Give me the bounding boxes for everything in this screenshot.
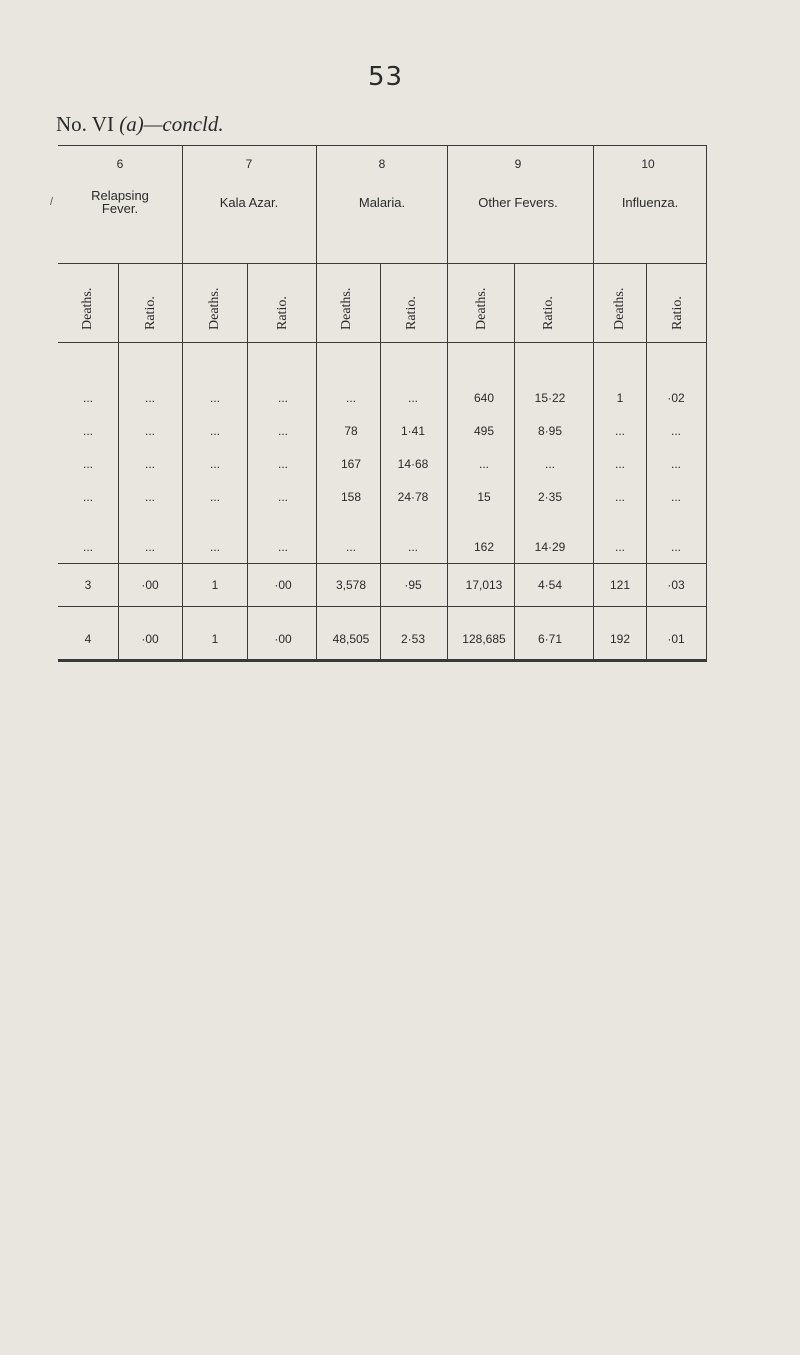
- table-cell: ...: [614, 540, 626, 554]
- table-cell: 158: [340, 490, 362, 504]
- total-cell: ·00: [141, 578, 159, 592]
- table-cell: 162: [473, 540, 495, 554]
- table-cell: ...: [614, 424, 626, 438]
- stray-mark: /: [50, 196, 54, 208]
- group-title: Influenza.: [621, 195, 679, 210]
- table-cell: 640: [473, 391, 495, 405]
- table-cell: ...: [144, 490, 156, 504]
- heading-part: (a): [119, 112, 144, 136]
- table-cell: ...: [614, 457, 626, 471]
- subheader-ratio: Ratio.: [670, 296, 685, 330]
- group-number: 6: [116, 157, 124, 171]
- table-cell: ...: [670, 540, 682, 554]
- table-cell: ...: [345, 391, 357, 405]
- total-cell: ·00: [274, 578, 292, 592]
- total-cell: 1: [211, 578, 219, 592]
- sub-divider: [380, 263, 381, 659]
- table-cell: 8·95: [537, 424, 563, 438]
- group-title: [91, 189, 149, 215]
- group-title-line: Fever.: [101, 201, 139, 216]
- group-title: Kala Azar.: [219, 195, 279, 210]
- group-number: 8: [378, 157, 386, 171]
- table-cell: ...: [144, 457, 156, 471]
- sub-divider: [514, 263, 515, 659]
- table-cell: ...: [670, 457, 682, 471]
- total-cell: ·01: [667, 632, 685, 646]
- total-cell: 3,578: [335, 578, 367, 592]
- page-number: 53: [368, 62, 404, 92]
- heading-prefix: No. VI: [56, 112, 120, 136]
- sub-divider: [646, 263, 647, 659]
- total-cell: 128,685: [462, 632, 506, 646]
- table-cell: ...: [277, 457, 289, 471]
- table-cell: ...: [277, 424, 289, 438]
- total-cell: 192: [609, 632, 631, 646]
- table-cell: 15·22: [534, 391, 566, 405]
- table-cell: ...: [82, 490, 94, 504]
- table-cell: 1·41: [400, 424, 426, 438]
- group-number: 7: [245, 157, 253, 171]
- table-cell: ...: [82, 457, 94, 471]
- group-title: Other Fevers.: [478, 195, 558, 210]
- table-cell: ...: [277, 490, 289, 504]
- total-cell: 3: [84, 578, 92, 592]
- table-cell: 167: [340, 457, 362, 471]
- total-cell: 17,013: [465, 578, 503, 592]
- sub-divider: [247, 263, 248, 659]
- subheader-deaths: Deaths.: [207, 287, 222, 330]
- table-cell: 14·68: [397, 457, 429, 471]
- table-cell: ...: [144, 540, 156, 554]
- subheader-deaths: Deaths.: [339, 287, 354, 330]
- total-cell: 4·54: [537, 578, 563, 592]
- group-divider: [316, 145, 317, 660]
- table-cell: 24·78: [397, 490, 429, 504]
- table-cell: 495: [473, 424, 495, 438]
- total-cell: ·00: [274, 632, 292, 646]
- subheader-ratio: Ratio.: [404, 296, 419, 330]
- table-cell: ...: [209, 490, 221, 504]
- subheader-ratio: Ratio.: [143, 296, 158, 330]
- table-bottom-rule: [58, 659, 706, 662]
- total-cell: ·03: [667, 578, 685, 592]
- sub-divider: [118, 263, 119, 659]
- table-cell: ...: [82, 540, 94, 554]
- group-divider: [182, 145, 183, 660]
- group-title-line: Relapsing: [91, 188, 149, 203]
- table-cell: 1: [616, 391, 624, 405]
- table-cell: ...: [614, 490, 626, 504]
- subheader-deaths: Deaths.: [612, 287, 627, 330]
- total-cell: ·95: [404, 578, 422, 592]
- total-cell: 4: [84, 632, 92, 646]
- table-cell: 78: [344, 424, 358, 438]
- group-number: 9: [514, 157, 522, 171]
- table-top-rule: [58, 145, 706, 146]
- subheader-ratio: Ratio.: [541, 296, 556, 330]
- table-cell: ...: [209, 457, 221, 471]
- total-cell: 121: [609, 578, 631, 592]
- body-bottom-rule: [58, 563, 706, 564]
- group-title: Malaria.: [358, 195, 406, 210]
- table-cell: ...: [277, 540, 289, 554]
- table-cell: ...: [478, 457, 490, 471]
- heading-suffix: —concld.: [143, 112, 224, 136]
- table-cell: ...: [345, 540, 357, 554]
- table-cell: 2·35: [537, 490, 563, 504]
- group-header-rule: [58, 263, 706, 264]
- group-number: 10: [641, 157, 655, 171]
- table-cell: ...: [209, 424, 221, 438]
- table-cell: ...: [144, 424, 156, 438]
- subheader-deaths: Deaths.: [80, 287, 95, 330]
- group-divider: [447, 145, 448, 660]
- total-cell: ·00: [141, 632, 159, 646]
- table-cell: ...: [407, 391, 419, 405]
- subheader-deaths: Deaths.: [474, 287, 489, 330]
- table-cell: 15: [477, 490, 491, 504]
- table-cell: ...: [277, 391, 289, 405]
- group-divider: [593, 145, 594, 660]
- total-cell: 48,505: [332, 632, 370, 646]
- subheader-rule: [58, 342, 706, 343]
- total-cell: 1: [211, 632, 219, 646]
- table-cell: ...: [544, 457, 556, 471]
- table-cell: 14·29: [534, 540, 566, 554]
- total-row-rule: [58, 606, 706, 607]
- table-cell: ...: [670, 490, 682, 504]
- table-cell: ...: [82, 424, 94, 438]
- total-cell: 2·53: [400, 632, 426, 646]
- table-cell: ·02: [667, 391, 685, 405]
- table-cell: ...: [144, 391, 156, 405]
- table-cell: ...: [407, 540, 419, 554]
- table-right-edge: [706, 145, 707, 662]
- table-cell: ...: [82, 391, 94, 405]
- table-cell: ...: [209, 391, 221, 405]
- table-cell: ...: [209, 540, 221, 554]
- total-cell: 6·71: [537, 632, 563, 646]
- table-cell: ...: [670, 424, 682, 438]
- subheader-ratio: Ratio.: [275, 296, 290, 330]
